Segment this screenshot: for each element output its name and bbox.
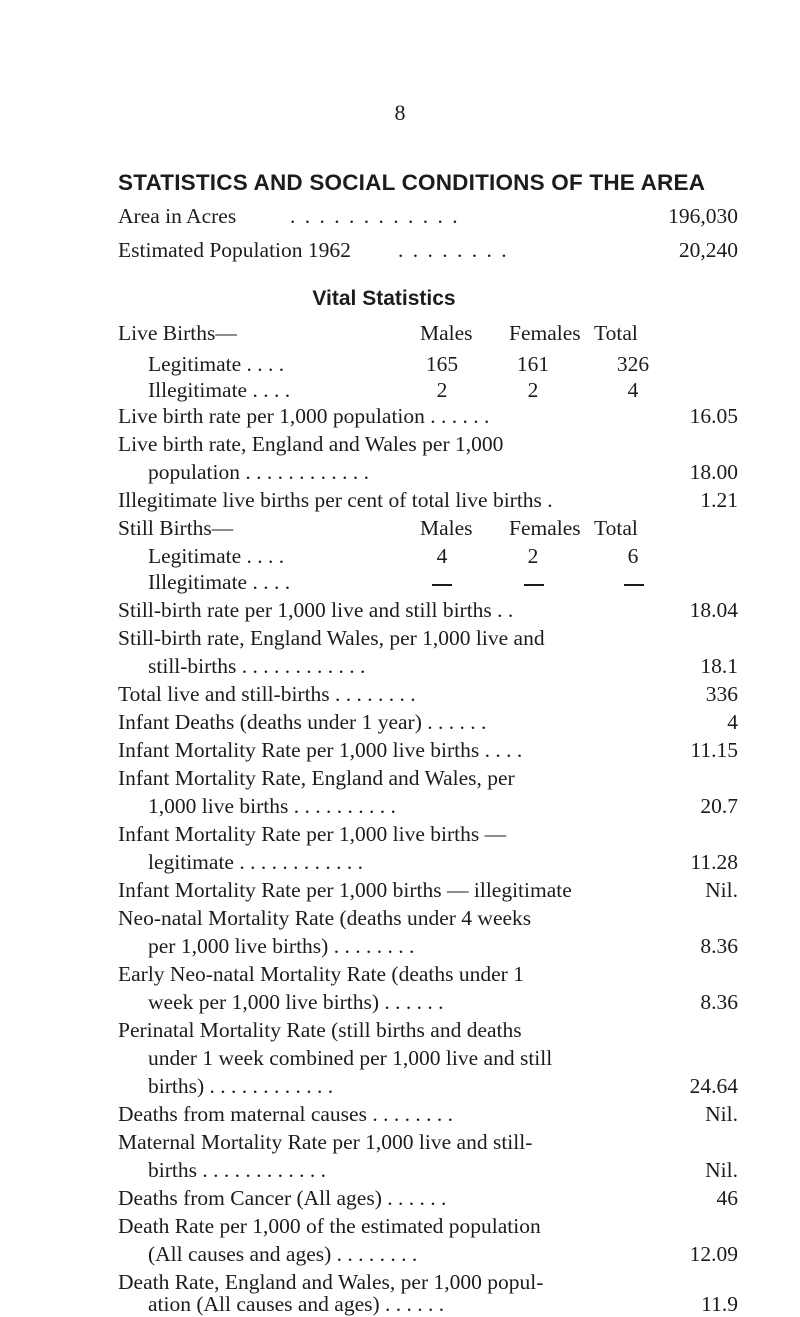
legitimate-label: Legitimate . . . . — [148, 352, 285, 376]
illegitimate-females: 2 — [527, 378, 539, 402]
row-infant-mortality-illegit — [118, 878, 738, 908]
area-label: Area in Acres — [118, 204, 237, 228]
perinatal-label: Perinatal Mortality Rate (still births and deaths — [118, 1018, 522, 1042]
page-title: STATISTICS AND SOCIAL CONDITIONS OF THE AREA — [118, 170, 706, 195]
row-perinatal-a — [118, 1018, 738, 1048]
cancer-deaths-value: 46 — [716, 1186, 738, 1210]
page-number: 8 — [394, 100, 406, 125]
still-illegitimate-label: Illegitimate . . . . — [148, 570, 291, 594]
ew-still-birth-rate-value: 18.1 — [700, 654, 738, 678]
row-maternal-mortality-a — [118, 1130, 738, 1160]
infant-mortality-label: Infant Mortality Rate per 1,000 live births . . . . — [118, 738, 523, 762]
early-neo-natal-label-cont: week per 1,000 live births) . . . . . . — [148, 990, 444, 1014]
area-value: 196,030 — [668, 204, 738, 228]
perinatal-label-cont2: births) . . . . . . . . . . . . — [148, 1074, 334, 1098]
ew-birth-rate-label: Live birth rate, England and Wales per 1,000 — [118, 432, 504, 456]
population-dots: . . . . . . . . — [398, 238, 509, 262]
row-early-neo-natal-a — [118, 962, 738, 992]
population-label: Estimated Population 1962 — [118, 238, 351, 262]
ew-infant-mortality-label-cont: 1,000 live births . . . . . . . . . . — [148, 794, 396, 818]
early-neo-natal-label: Early Neo-natal Mortality Rate (deaths under 1 — [118, 962, 524, 986]
neo-natal-value: 8.36 — [700, 934, 738, 958]
maternal-mortality-value: Nil. — [705, 1158, 738, 1182]
early-neo-natal-value: 8.36 — [700, 990, 738, 1014]
infant-mortality-legit-value: 11.28 — [690, 850, 738, 874]
row-total-live-still — [118, 682, 738, 712]
still-col-males-header: Males — [420, 516, 473, 540]
row-neo-natal-a — [118, 906, 738, 936]
row-early-neo-natal-b — [118, 990, 738, 1020]
maternal-deaths-label: Deaths from maternal causes . . . . . . . . — [118, 1102, 453, 1126]
infant-mortality-legit-label-cont: legitimate . . . . . . . . . . . . — [148, 850, 363, 874]
total-live-still-value: 336 — [705, 682, 738, 706]
infant-deaths-label: Infant Deaths (deaths under 1 year) . . . . . . — [118, 710, 487, 734]
population-row — [118, 238, 738, 268]
row-infant-mortality-legit-a — [118, 822, 738, 852]
still-legitimate-total: 6 — [627, 544, 639, 568]
still-legitimate-females: 2 — [527, 544, 539, 568]
row-infant-deaths — [118, 710, 738, 740]
live-birth-rate-label: Live birth rate per 1,000 population . . . . . . — [118, 404, 490, 428]
maternal-mortality-label: Maternal Mortality Rate per 1,000 live and still- — [118, 1130, 533, 1154]
ew-still-birth-rate-label-cont: still-births . . . . . . . . . . . . — [148, 654, 366, 678]
row-neo-natal-b — [118, 934, 738, 964]
death-rate-label: Death Rate per 1,000 of the estimated population — [118, 1214, 541, 1238]
col-males-header: Males — [420, 321, 473, 345]
neo-natal-label-cont: per 1,000 live births) . . . . . . . . — [148, 934, 415, 958]
infant-mortality-legit-label: Infant Mortality Rate per 1,000 live births — — [118, 822, 507, 846]
still-legitimate-label: Legitimate . . . . — [148, 544, 285, 568]
total-live-still-label: Total live and still-births . . . . . . . . — [118, 682, 416, 706]
infant-mortality-illegit-label: Infant Mortality Rate per 1,000 births — illegitimate — [118, 878, 572, 902]
maternal-mortality-label-cont: births . . . . . . . . . . . . — [148, 1158, 326, 1182]
still-legitimate-males: 4 — [436, 544, 448, 568]
perinatal-value: 24.64 — [689, 1074, 738, 1098]
live-births-label: Live Births— — [118, 321, 237, 345]
ew-infant-mortality-label: Infant Mortality Rate, England and Wales, per — [118, 766, 515, 790]
ew-infant-mortality-value: 20.7 — [700, 794, 738, 818]
row-perinatal-c — [118, 1074, 738, 1104]
still-illegitimate-males-dash — [432, 584, 452, 586]
row-ew-still-birth-rate-b — [118, 654, 738, 684]
perinatal-label-cont: under 1 week combined per 1,000 live and still — [148, 1046, 553, 1070]
row-perinatal-b — [118, 1046, 738, 1076]
row-death-rate-b — [118, 1242, 738, 1272]
row-ew-death-rate-b — [118, 1292, 738, 1316]
area-row — [118, 204, 738, 234]
row-still-birth-rate — [118, 598, 738, 628]
ew-death-rate-label: Death Rate, England and Wales, per 1,000 popul- — [118, 1270, 544, 1294]
row-infant-mortality-legit-b — [118, 850, 738, 880]
col-total-header: Total — [594, 321, 638, 345]
row-live-birth-rate — [118, 404, 738, 434]
neo-natal-label: Neo-natal Mortality Rate (deaths under 4 weeks — [118, 906, 532, 930]
infant-deaths-value: 4 — [727, 710, 738, 734]
population-value: 20,240 — [678, 238, 738, 262]
row-cancer-deaths — [118, 1186, 738, 1216]
live-birth-rate-value: 16.05 — [689, 404, 738, 428]
ew-birth-rate-label-cont: population . . . . . . . . . . . . — [148, 460, 369, 484]
row-ew-infant-mortality-b — [118, 794, 738, 824]
col-females-header: Females — [509, 321, 581, 345]
still-birth-rate-label: Still-birth rate per 1,000 live and still births . . — [118, 598, 514, 622]
cancer-deaths-label: Deaths from Cancer (All ages) . . . . . . — [118, 1186, 447, 1210]
row-death-rate-a — [118, 1214, 738, 1244]
ew-death-rate-label-cont: ation (All causes and ages) . . . . . . — [148, 1292, 445, 1316]
still-illegitimate-females-dash — [524, 584, 544, 586]
still-births-label: Still Births— — [118, 516, 234, 540]
vital-statistics-heading: Vital Statistics — [312, 287, 456, 310]
infant-mortality-value: 11.15 — [690, 738, 738, 762]
illegitimate-males: 2 — [436, 378, 448, 402]
legitimate-total: 326 — [616, 352, 650, 376]
still-illegitimate-total-dash — [624, 584, 644, 586]
death-rate-label-cont: (All causes and ages) . . . . . . . . — [148, 1242, 418, 1266]
row-maternal-deaths — [118, 1102, 738, 1132]
infant-mortality-illegit-value: Nil. — [705, 878, 738, 902]
row-ew-birth-rate-b — [118, 460, 738, 490]
still-col-total-header: Total — [594, 516, 638, 540]
row-illegitimate-percent — [118, 488, 738, 518]
area-dots: . . . . . . . . . . . . — [290, 204, 460, 228]
illegitimate-percent-label: Illegitimate live births per cent of total live births . — [118, 488, 553, 512]
ew-still-birth-rate-label: Still-birth rate, England Wales, per 1,000 live and — [118, 626, 545, 650]
illegitimate-total: 4 — [627, 378, 639, 402]
row-infant-mortality — [118, 738, 738, 768]
row-ew-birth-rate-a — [118, 432, 738, 462]
legitimate-males: 165 — [425, 352, 459, 376]
ew-death-rate-value: 11.9 — [701, 1292, 738, 1316]
illegitimate-label: Illegitimate . . . . — [148, 378, 291, 402]
illegitimate-percent-value: 1.21 — [700, 488, 738, 512]
death-rate-value: 12.09 — [689, 1242, 738, 1266]
legitimate-females: 161 — [516, 352, 550, 376]
row-maternal-mortality-b — [118, 1158, 738, 1188]
row-ew-infant-mortality-a — [118, 766, 738, 796]
still-birth-rate-value: 18.04 — [689, 598, 738, 622]
still-col-females-header: Females — [509, 516, 581, 540]
maternal-deaths-value: Nil. — [705, 1102, 738, 1126]
ew-birth-rate-value: 18.00 — [689, 460, 738, 484]
row-ew-still-birth-rate-a — [118, 626, 738, 656]
